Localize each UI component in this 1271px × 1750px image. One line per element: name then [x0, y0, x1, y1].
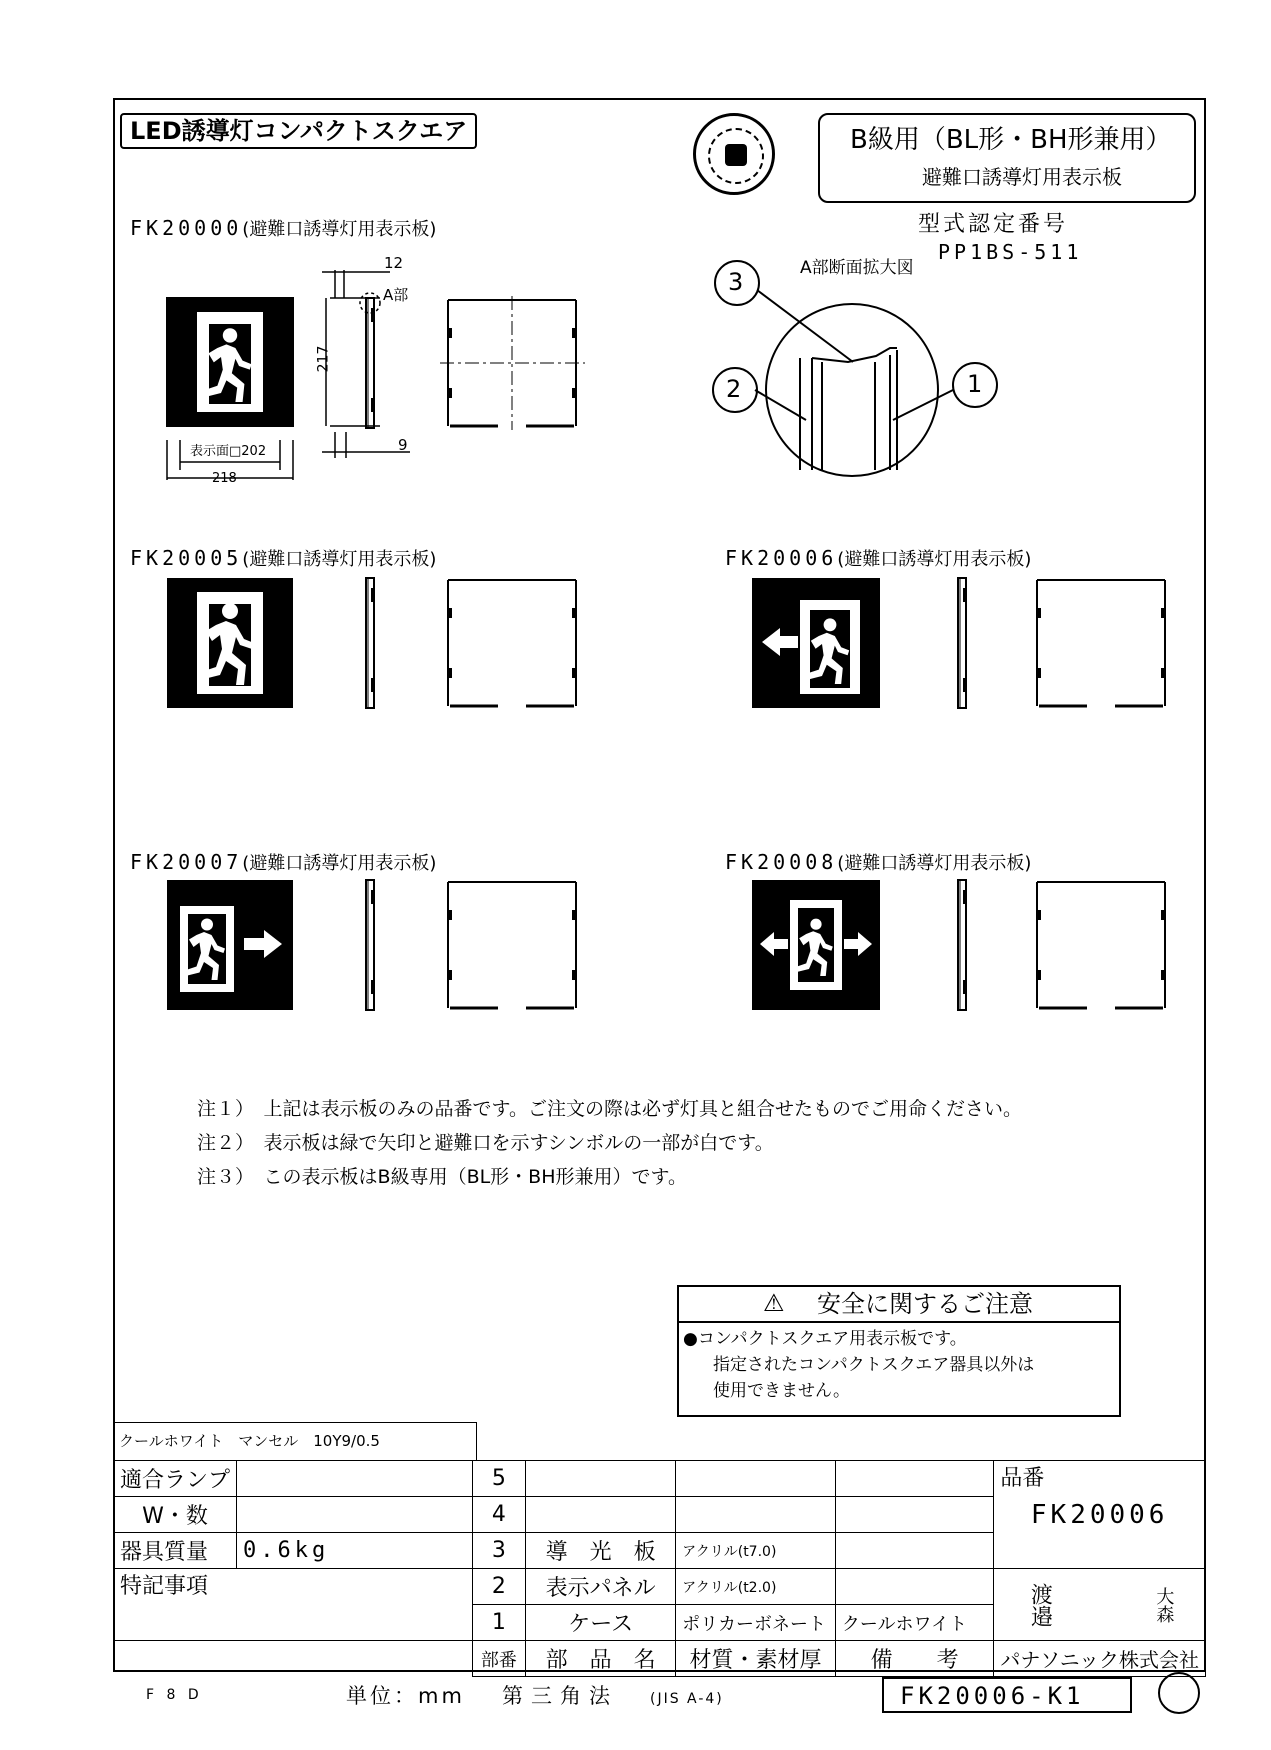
signature-a: 渡邉 [1027, 1583, 1053, 1627]
footer-jis: (JIS A-4) [650, 1691, 724, 1707]
signature-cell [994, 1569, 1206, 1641]
product-label-fk20007: FK20007(避難口誘導灯用表示板) [130, 850, 437, 874]
callout-2: 2 [726, 375, 742, 403]
detail-a-section [713, 258, 997, 476]
product-label-fk20005: FK20005(避難口誘導灯用表示板) [130, 546, 437, 570]
table-header-row: 部番 部 品 名 材質・素材厚 備 考 パナソニック株式会社 [114, 1641, 1206, 1677]
company-name: パナソニック株式会社 [994, 1641, 1206, 1677]
product-label-fk20000: FK20000(避難口誘導灯用表示板) [130, 216, 437, 240]
safety-line-2: 指定されたコンパクトスクエア器具以外は [713, 1355, 1035, 1375]
detail-label: A部断面拡大図 [800, 258, 914, 278]
color-note: クールホワイト マンセル 10Y9/0.5 [113, 1422, 477, 1460]
product-label-fk20006: FK20006(避難口誘導灯用表示板) [725, 546, 1032, 570]
backview-fk20000 [440, 296, 585, 430]
parts-table [113, 1460, 1206, 1677]
certification-label: 型式認定番号 [918, 212, 1069, 237]
special-label: 特記事項 [114, 1569, 473, 1641]
safety-title: 安全に関するご注意 [817, 1290, 1033, 1318]
sign-fk20005 [167, 578, 293, 708]
hinban-cell: 品番 FK20006 [994, 1461, 1206, 1533]
table-row: 適合ランプ 5 品番 FK20006 [114, 1461, 1206, 1497]
sign-fk20008 [752, 880, 880, 1010]
footer-projection: 第三角法 [502, 1684, 618, 1708]
sign-fk20007 [167, 880, 293, 1010]
table-row: 特記事項 2 表示パネル アクリル(t2.0) 渡邉 大森 [114, 1569, 1206, 1605]
safety-line-3: 使用できません。 [713, 1381, 851, 1401]
table-row: W・数 4 [114, 1497, 1206, 1533]
callout-1: 1 [967, 370, 983, 398]
sign-fk20006 [752, 578, 880, 708]
signature-b: 大森 [1153, 1587, 1175, 1623]
dim-218: 218 [212, 471, 237, 486]
mass-label: 器具質量 [114, 1533, 237, 1569]
note-1: 注１） 上記は表示板のみの品番です。ご注文の際は必ず灯具と組合せたものでご用命ください。 [197, 1098, 1023, 1120]
certification-number: PP1BS-511 [938, 240, 1083, 264]
table-row: 1 ケース ポリカーボネート クールホワイト [114, 1605, 1206, 1641]
warning-icon: ⚠ [763, 1289, 785, 1317]
dim-217: 217 [315, 345, 332, 373]
drawing-number: FK20006-K1 [882, 1677, 1132, 1713]
table-row: 器具質量 0.6kg 3 導 光 板 アクリル(t7.0) [114, 1533, 1206, 1569]
dim-display: 表示面□202 [190, 444, 267, 459]
lamp-label: 適合ランプ [114, 1461, 237, 1497]
w-label: W・数 [114, 1497, 237, 1533]
safety-line-1: ●コンパクトスクエア用表示板です。 [683, 1329, 967, 1349]
footer-f8d: F 8 D [146, 1687, 203, 1703]
class-line2: 避難口誘導灯用表示板 [922, 165, 1122, 189]
callout-3: 3 [728, 268, 744, 296]
note-3: 注３） この表示板はB級専用（BL形・BH形兼用）です。 [197, 1166, 687, 1188]
product-label-fk20008: FK20008(避難口誘導灯用表示板) [725, 850, 1032, 874]
dim-12: 12 [384, 254, 404, 272]
series-title: LED誘導灯コンパクトスクエア [120, 113, 477, 149]
mass-value: 0.6kg [237, 1533, 473, 1569]
note-2: 注２） 表示板は緑で矢印と避難口を示すシンボルの一部が白です。 [197, 1132, 774, 1154]
footer-unit: 単位：mm [346, 1684, 465, 1708]
safety-header [679, 1287, 1119, 1323]
class-line1: B級用（BL形・BH形兼用） [850, 125, 1172, 155]
sign-fk20000 [167, 298, 293, 426]
dim-a-part: A部 [383, 286, 409, 304]
safety-box [677, 1285, 1121, 1417]
dim-9: 9 [398, 436, 408, 454]
